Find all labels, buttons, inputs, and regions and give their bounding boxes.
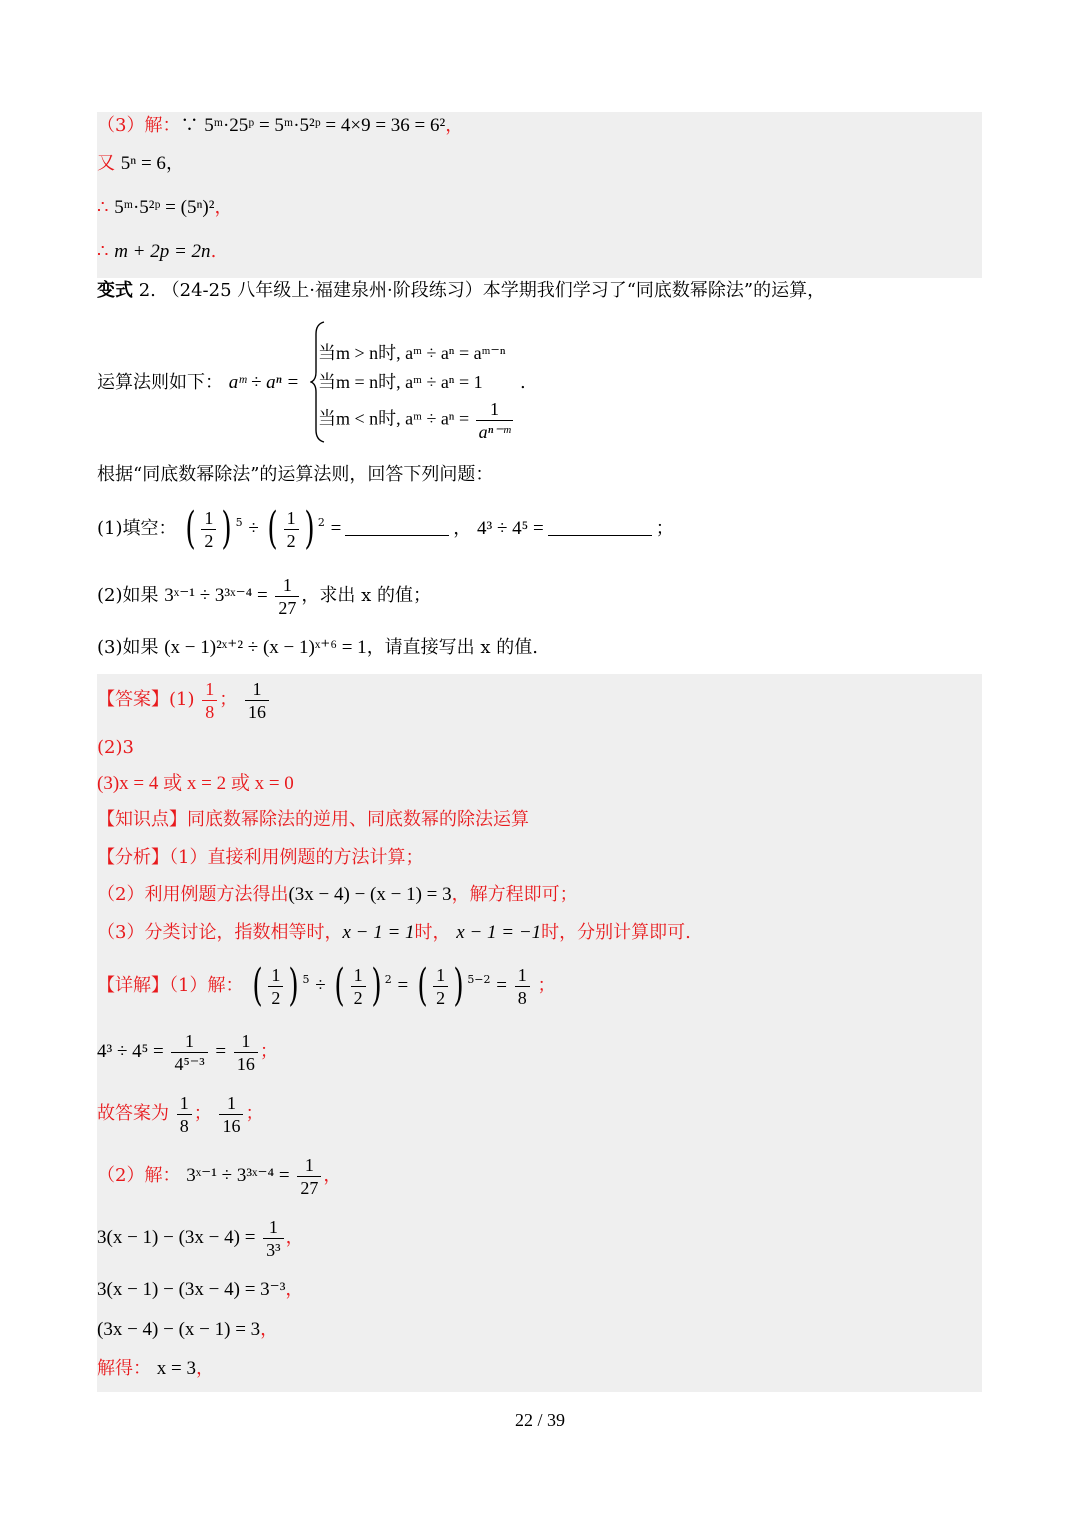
analysis-line: 【分析】（1）直接利用例题的方法计算； <box>97 847 424 868</box>
knowledge-line: 【知识点】同底数幂除法的逆用、同底数幂的除法运算 <box>97 809 529 830</box>
question-1: (1)填空： ( $\frac{1}{2}$ ) $^5$ ÷ ( $\frac{1}{2}$ ) $^2$ = ， 4³ ÷ 4⁵ = ； <box>97 503 674 554</box>
rule-case-2: 当m = n时, aᵐ ÷ aⁿ = 1 <box>318 372 483 392</box>
solution-line: （3）解：∵ 5ᵐ·25ᵖ = 5ᵐ·5²ᵖ = 4×9 = 36 = 6²， <box>97 115 464 136</box>
fraction: $\frac{1}{16}$ <box>245 678 269 723</box>
rule-end: . <box>520 372 526 393</box>
solution-line: 又 5ⁿ = 6， <box>97 153 184 174</box>
fraction: $\frac{1}{8}$ <box>202 678 217 723</box>
fraction: $\frac{1}{2}$ <box>284 507 299 552</box>
answer-blank[interactable] <box>548 535 652 536</box>
answer-line: (2)3 <box>97 737 134 758</box>
question-2: (2)如果 3ˣ⁻¹ ÷ 3³ˣ⁻⁴ = $\frac{1}{27}$ ，求出 x 的值； <box>97 574 432 618</box>
rule-line: 运算法则如下： aᵐ ÷ aⁿ = <box>97 372 300 393</box>
fraction: $\frac{1}{27}$ <box>275 574 299 619</box>
answer-line: (3)x = 4 或 x = 2 或 x = 0 <box>97 773 294 794</box>
fraction: $\frac{1}{2}$ <box>201 507 216 552</box>
detail-line: 故答案为 $\frac{1}{8}$ ； $\frac{1}{16}$ ； <box>97 1092 264 1136</box>
detail-line: 3(x − 1) − (3x − 4) = 3⁻³， <box>97 1279 304 1300</box>
analysis-line: （3）分类讨论，指数相等时，x − 1 = 1时， x − 1 = −1时，分别计算即可. <box>97 922 691 943</box>
solution-line: ∴ 5ᵐ·5²ᵖ = (5ⁿ)²， <box>97 197 233 218</box>
detail-line: (3x − 4) − (x − 1) = 3， <box>97 1319 279 1340</box>
detail-line: 【详解】（1）解： ( $\frac{1}{2}$ ) $^5$ ÷ ( $\frac{1}{2}$ ) $^2$ = ( $\frac{1}{2}$ ) $^{5-2}$ = $\frac{1}{8}$ ； <box>97 960 556 1011</box>
detail-line: （2）解： 3ˣ⁻¹ ÷ 3³ˣ⁻⁴ = $\frac{1}{27}$ ， <box>97 1154 342 1198</box>
answer-blank[interactable] <box>345 535 449 536</box>
variant-title: 变式 2. （24-25 八年级上·福建泉州·阶段练习）本学期我们学习了“同底数幂除法”的运算， <box>97 280 826 301</box>
detail-line: 3(x − 1) − (3x − 4) = $\frac{1}{\text{3³}}$ ， <box>97 1216 304 1260</box>
detail-line: 解得： x = 3， <box>97 1358 214 1379</box>
rule-case-3: 当m < n时, aᵐ ÷ aⁿ = $\frac{1}{\text{aⁿ⁻ᵐ}}$ <box>318 398 515 443</box>
answer-line: 【答案】(1) $\frac{1}{8}$ ； $\frac{1}{16}$ <box>97 676 271 724</box>
question-intro: 根据“同底数幂除法”的运算法则，回答下列问题： <box>97 464 494 485</box>
detail-line: 4³ ÷ 4⁵ = $\frac{1}{\text{4⁵⁻³}}$ = $\frac{1}{16}$ ； <box>97 1030 278 1074</box>
analysis-line: （2）利用例题方法得出(3x − 4) − (x − 1) = 3，解方程即可； <box>97 884 578 905</box>
fraction: $\frac{1}{\text{aⁿ⁻ᵐ}}$ <box>476 398 514 443</box>
rule-case-1: 当m > n时, aᵐ ÷ aⁿ = aᵐ⁻ⁿ <box>318 343 506 363</box>
page-number: 22 / 39 <box>514 1410 565 1430</box>
question-3: (3)如果 (x − 1)²ˣ⁺² ÷ (x − 1)ˣ⁺⁶ = 1，请直接写出 x 的值. <box>97 637 539 658</box>
solution-line: ∴ m + 2p = 2n. <box>97 241 217 262</box>
